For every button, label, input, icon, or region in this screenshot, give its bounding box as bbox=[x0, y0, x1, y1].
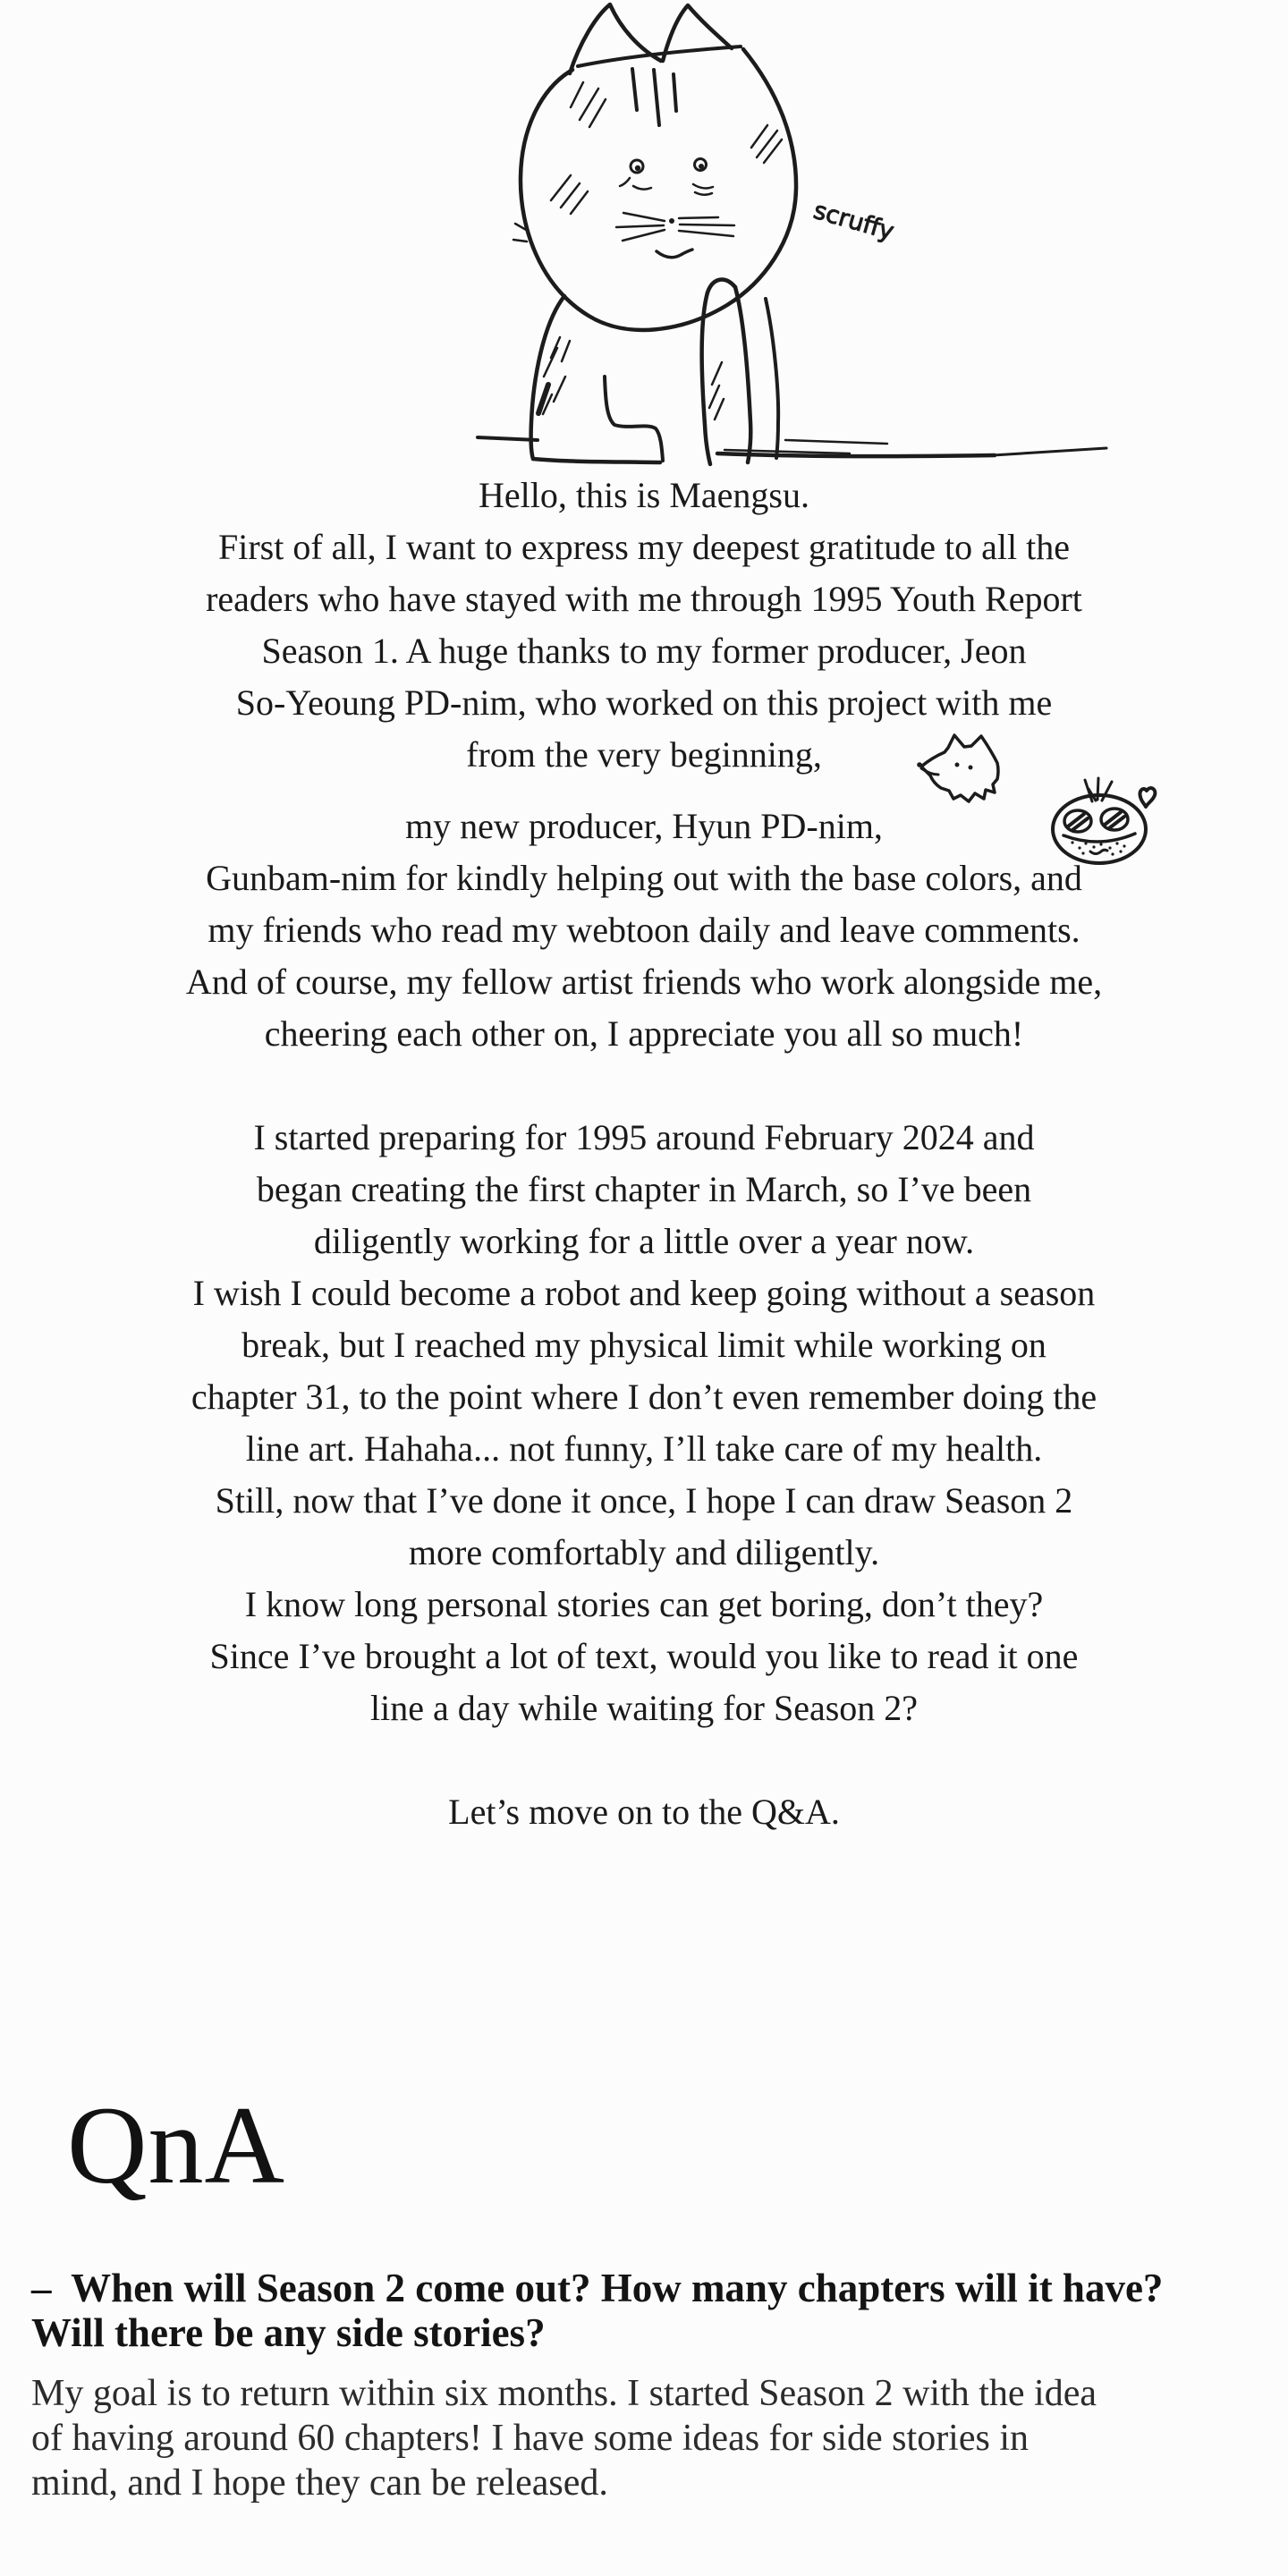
letter-line: my new producer, Hyun PD-nim, bbox=[405, 806, 883, 846]
letter-line: Hello, this is Maengsu. bbox=[479, 475, 809, 515]
author-letter bbox=[0, 470, 1288, 1838]
letter-line bbox=[0, 1734, 1288, 1786]
letter-line: diligently working for a little over a year now. bbox=[313, 1221, 975, 1261]
letter-line: readers who have stayed with me through 1995 Youth Report bbox=[206, 579, 1082, 619]
sketch-caption: scruffy bbox=[810, 196, 897, 247]
letter-line: And of course, my fellow artist friends who work alongside me, bbox=[185, 962, 1103, 1002]
letter-line: Still, now that I’ve done it once, I hope I can draw Season 2 bbox=[215, 1480, 1073, 1521]
cat-sketch bbox=[429, 0, 1136, 483]
letter-line: I wish I could become a robot and keep going without a season bbox=[192, 1273, 1096, 1313]
qna-answer-line: of having around 60 chapters! I have some ideas for side stories in bbox=[31, 2418, 1030, 2459]
qna-answer-line: My goal is to return within six months. I started Season 2 with the idea bbox=[31, 2373, 1097, 2414]
qna-question bbox=[31, 2266, 1163, 2355]
letter-line: chapter 31, to the point where I don’t even remember doing the bbox=[191, 1377, 1097, 1417]
letter-line: more comfortably and diligently. bbox=[408, 1532, 880, 1572]
letter-line: break, but I reached my physical limit while working on bbox=[242, 1325, 1046, 1365]
letter-line: my friends who read my webtoon daily and leave comments. bbox=[208, 910, 1080, 950]
letter-line bbox=[0, 1060, 1288, 1112]
letter-line: cheering each other on, I appreciate you all so much! bbox=[264, 1013, 1024, 1054]
letter-line: I started preparing for 1995 around February 2024 and bbox=[253, 1117, 1035, 1157]
letter-line: Let’s move on to the Q&A. bbox=[448, 1792, 840, 1832]
letter-line: I know long personal stories can get boring, don’t they? bbox=[244, 1584, 1044, 1624]
letter-line: began creating the first chapter in March, so I’ve been bbox=[256, 1169, 1032, 1209]
letter-line: Since I’ve brought a lot of text, would you like to read it one bbox=[209, 1636, 1079, 1676]
qna-answer-line: mind, and I hope they can be released. bbox=[31, 2462, 608, 2504]
letter-line: So-Yeoung PD-nim, who worked on this project with me bbox=[235, 682, 1053, 723]
qna-question-line: Will there be any side stories? bbox=[31, 2310, 546, 2355]
letter-line: line art. Hahaha... not funny, I’ll take care of my health. bbox=[245, 1428, 1043, 1469]
letter-line: Gunbam-nim for kindly helping out with the base colors, and bbox=[206, 858, 1082, 898]
letter-line: from the very beginning, bbox=[466, 734, 822, 775]
letter-line: line a day while waiting for Season 2? bbox=[369, 1688, 919, 1728]
qna-answer bbox=[31, 2371, 1097, 2505]
letter-line: First of all, I want to express my deepest gratitude to all the bbox=[218, 527, 1070, 567]
letter-line: Season 1. A huge thanks to my former producer, Jeon bbox=[261, 631, 1027, 671]
qna-question-line: – When will Season 2 come out? How many chapters will it have? bbox=[31, 2266, 1164, 2310]
qna-heading: QnA bbox=[67, 2084, 286, 2207]
